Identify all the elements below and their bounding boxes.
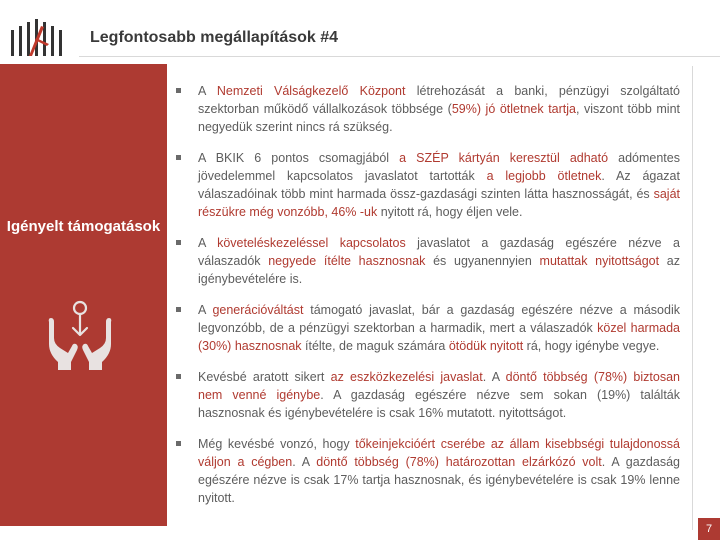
list-item bbox=[176, 435, 680, 507]
bullet-highlight: 59%) jó ötletnek tartja bbox=[451, 102, 576, 116]
bullet-text: létrehozását a banki, pénzügyi szolgáltató szektorban működő vállalkozások többsége ( bbox=[198, 84, 680, 116]
list-item bbox=[176, 301, 680, 355]
bullet-highlight: döntő többség (78%) határozottan elzárkózó volt bbox=[316, 455, 602, 469]
bullet-text: . A gazdaság egészére nézve is csak 17% tartja hasznosnak, és igénybevételére is csak 19% lenne nyitott. bbox=[198, 455, 680, 505]
findings-list bbox=[176, 82, 680, 507]
list-item bbox=[176, 82, 680, 136]
bullet-highlight: követeléskezeléssel kapcsolatos bbox=[217, 236, 406, 250]
list-item bbox=[176, 149, 680, 221]
sidebar-panel bbox=[0, 64, 167, 526]
bullet-text: az igénybevételére is. bbox=[198, 254, 681, 286]
hands-with-arrow-icon bbox=[46, 300, 114, 370]
sidebar-title: Igényelt támogatások bbox=[6, 218, 161, 235]
bullet-highlight: tőkeinjekcióért cserébe az állam kisebbségi tulajdonossá váljon a cégben bbox=[198, 437, 680, 469]
header-divider bbox=[79, 56, 720, 57]
bullet-highlight: generációváltást bbox=[212, 303, 304, 317]
bullet-square-icon bbox=[176, 374, 181, 379]
bullet-text: ítélte, de maguk számára bbox=[301, 339, 449, 353]
bullet-text: támogató javaslat, bár a gazdaság egészére nézve a második legvonzóbb, de a pénzügyi szektorban a harmadik, mert a válaszadók bbox=[198, 303, 680, 335]
bullet-square-icon bbox=[176, 88, 181, 93]
bullet-square-icon bbox=[176, 307, 181, 312]
bullet-highlight: mutattak nyitottságot bbox=[539, 254, 660, 268]
list-item bbox=[176, 234, 680, 288]
bullet-text: A BKIK 6 pontos csomagjából bbox=[198, 151, 400, 165]
bullet-text: rá, hogy igénybe vegye. bbox=[523, 339, 660, 353]
bullet-square-icon bbox=[176, 155, 181, 160]
bullet-text: javaslatot a gazdaság egészére nézve a válaszadók bbox=[198, 236, 681, 268]
bullet-square-icon bbox=[176, 240, 181, 245]
bullet-text: A bbox=[198, 236, 218, 250]
right-divider bbox=[692, 66, 693, 530]
bullet-highlight: ötödük nyitott bbox=[448, 339, 524, 353]
logo-icon bbox=[11, 18, 67, 58]
bullet-text: , viszont több mint negyedük szerint nincs rá szükség. bbox=[198, 102, 680, 134]
bullet-highlight: közel harmada (30%) hasznosnak bbox=[198, 321, 680, 353]
bullet-highlight: az eszközkezelési javaslat bbox=[330, 370, 483, 384]
bullet-text: A bbox=[198, 303, 213, 317]
bullet-text: és ugyanennyien bbox=[425, 254, 540, 268]
bullet-text: nyitott rá, hogy éljen vele. bbox=[377, 205, 523, 219]
bullet-text: . A gazdaság egészére nézve sem sokan (19%) találták hasznosnak és igénybevételére is csak 16% mutatott. nyitottságot. bbox=[198, 388, 681, 420]
bullet-text: Kevésbé aratott sikert bbox=[198, 370, 331, 384]
bullet-text: Még kevésbé vonzó, hogy bbox=[198, 437, 356, 451]
bullet-highlight: a SZÉP kártyán keresztül adható bbox=[399, 151, 609, 165]
page-title: Legfontosabb megállapítások #4 bbox=[90, 29, 339, 46]
bullet-highlight: saját részükre még vonzóbb, 46% -uk bbox=[198, 187, 680, 219]
page-number: 7 bbox=[698, 518, 720, 540]
bullet-highlight: Nemzeti Válságkezelő Központ bbox=[216, 84, 406, 98]
bullet-text: . A bbox=[482, 370, 506, 384]
bullet-highlight: a legjobb ötletnek bbox=[486, 169, 602, 183]
bullet-square-icon bbox=[176, 441, 181, 446]
bullet-highlight: negyede ítélte hasznosnak bbox=[268, 254, 426, 268]
bullet-highlight: döntő többség (78%) biztosan nem venné igénybe bbox=[198, 370, 680, 402]
bullet-text: . A bbox=[292, 455, 317, 469]
bullet-text: adómentes jövedelemmel kapcsolatos javaslatot tartották bbox=[198, 151, 680, 183]
bullet-text: A bbox=[198, 84, 217, 98]
list-item bbox=[176, 368, 680, 422]
bullet-text: . Az ágazat válaszadóinak több mint harmada össz-gazdasági szinten látta hasznosságát, és bbox=[198, 169, 680, 201]
